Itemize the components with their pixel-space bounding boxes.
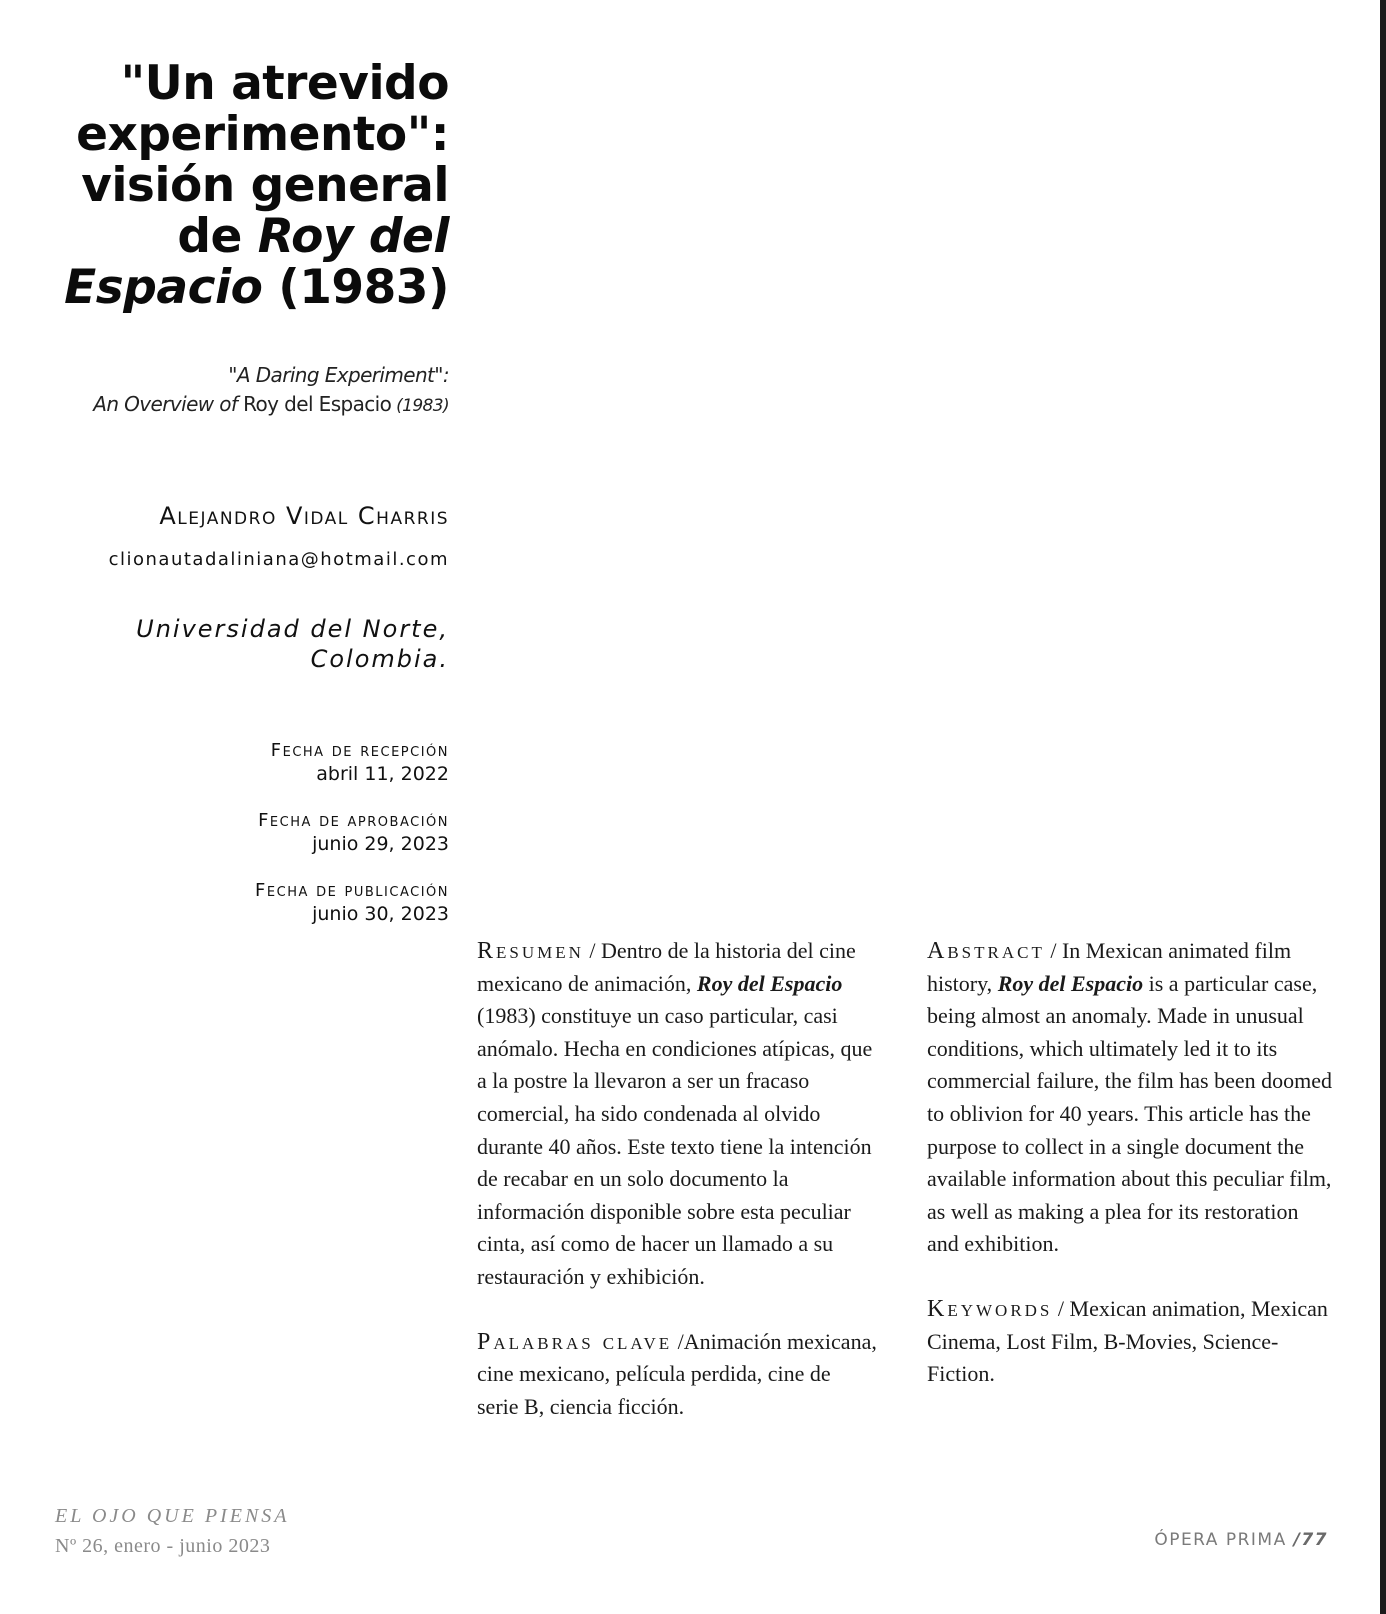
keywords-paragraph: Keywords / Mexican animation, Mexican Cinema, Lost Film, B-Movies, Science-Fiction.	[927, 1295, 1328, 1387]
author-name: Alejandro Vidal Charris	[159, 502, 449, 530]
author-email[interactable]: clionautadaliniana@hotmail.com	[108, 549, 449, 570]
article-title	[40, 58, 449, 313]
resumen-paragraph: Resumen / Dentro de la historia del cine mexicano de animación, Roy del Espacio (1983) constituye un caso particular, casi anómalo. Hecha en condiciones atípicas, que a la postre la llevaron a ser un fracaso comercial, ha sido condenada al olvido durante 40 años. Este texto tiene la intención de recabar en un solo documento la información disponible sobre esta peculiar cinta, así como de hacer un llamado a su restauración y exhibición.	[477, 938, 873, 1289]
section-page-number: ÓPERA PRIMA /77	[1154, 1530, 1328, 1550]
article-header	[40, 58, 449, 950]
author-affiliation: Universidad del Norte, Colombia.	[136, 615, 449, 673]
date-approved: Fecha de aprobación junio 29, 2023	[258, 810, 449, 855]
date-received: Fecha de recepción abril 11, 2022	[270, 740, 449, 785]
title-line: experimento":	[76, 107, 449, 162]
title-line: Espacio (1983)	[64, 260, 449, 315]
title-line: visión general	[81, 158, 449, 213]
date-published: Fecha de publicación junio 30, 2023	[255, 880, 449, 925]
title-line: de Roy del	[177, 209, 449, 264]
spanish-abstract-column	[477, 935, 877, 1423]
palabras-clave-paragraph: Palabras clave /Animación mexicana, cine mexicano, película perdida, cine de serie B, ciencia ficción.	[477, 1328, 877, 1419]
article-dates	[40, 740, 449, 926]
page-edge-bar	[1380, 0, 1386, 1614]
english-subtitle: "A Daring Experiment": An Overview of Roy del Espacio (1983)	[93, 363, 449, 416]
abstract-paragraph: Abstract / In Mexican animated film history, Roy del Espacio is a particular case, being almost an anomaly. Made in unusual conditions, which ultimately led it to its commercial failure, the film has been doomed to oblivion for 40 years. This article has the purpose to collect in a single document the available information about this peculiar film, as well as making a plea for its restoration and exhibition.	[927, 938, 1333, 1257]
english-abstract-column	[927, 935, 1332, 1391]
journal-name: EL OJO QUE PIENSA	[55, 1505, 290, 1527]
journal-issue: Nº 26, enero - junio 2023	[55, 1535, 271, 1557]
title-line: "Un atrevido	[120, 56, 449, 111]
